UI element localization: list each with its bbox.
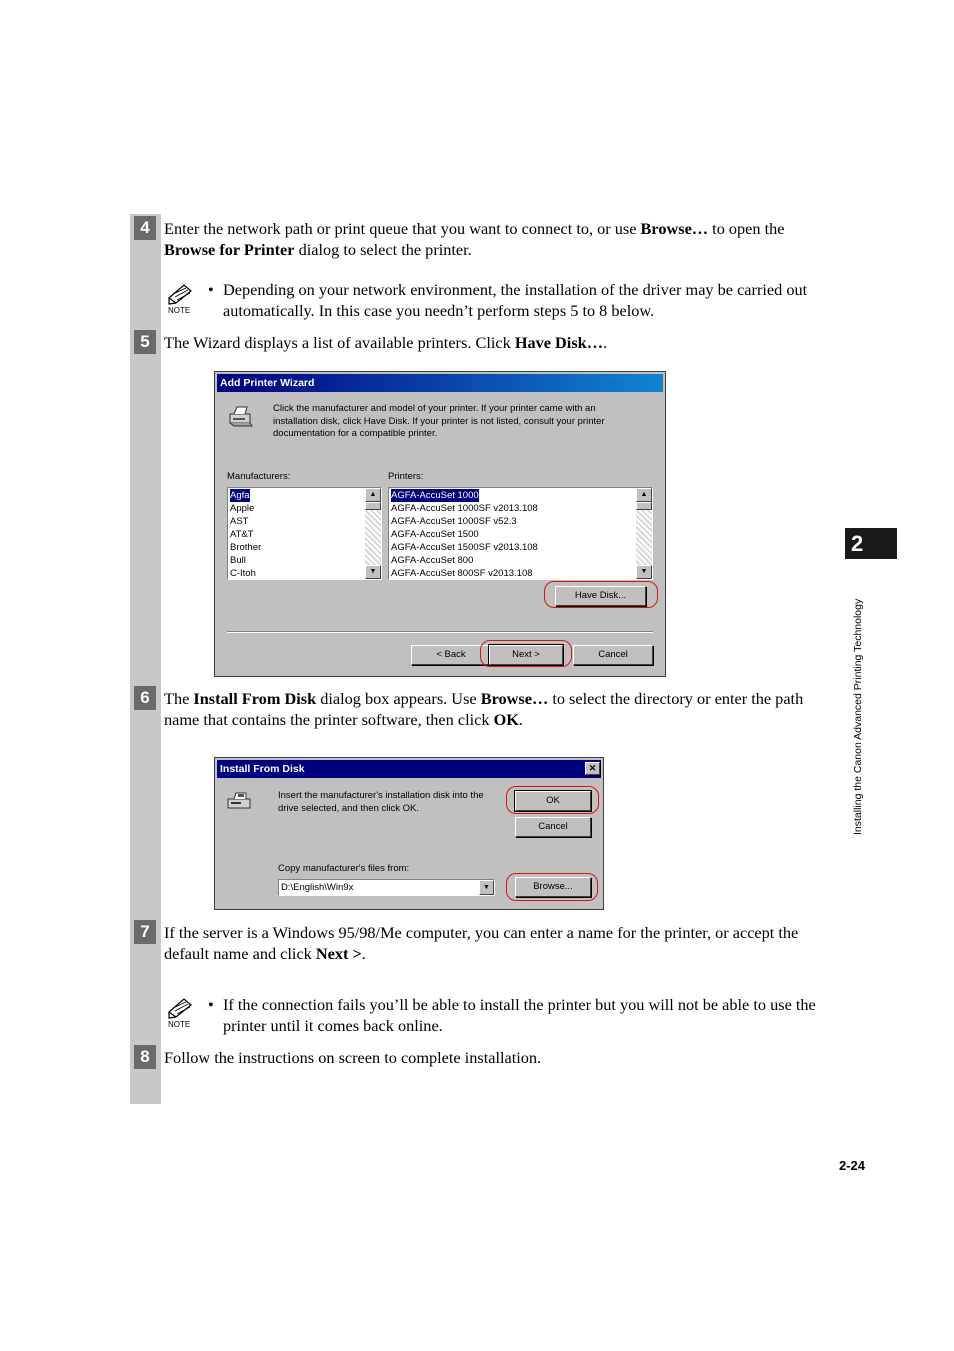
list-item[interactable]: AGFA-AccuSet 800SF v2013.108 bbox=[391, 568, 533, 579]
browse-button[interactable]: Browse... bbox=[515, 877, 591, 897]
step-number: 6 bbox=[134, 686, 156, 710]
note-label: NOTE bbox=[168, 1020, 191, 1029]
dialog-title: Add Printer Wizard bbox=[217, 374, 663, 392]
printers-list[interactable] bbox=[388, 487, 653, 580]
ok-button[interactable]: OK bbox=[515, 791, 591, 811]
list-item[interactable]: Bull bbox=[230, 555, 246, 566]
list-item[interactable]: Agfa bbox=[230, 490, 250, 501]
divider bbox=[227, 631, 653, 633]
step-7-text: If the server is a Windows 95/98/Me computer, you can enter a name for the printer, or accept the default name and click Next >. bbox=[164, 923, 799, 963]
add-printer-wizard-dialog bbox=[214, 371, 666, 677]
insert-disk-message: Insert the manufacturer's installation disk into the drive selected, and then click OK. bbox=[278, 790, 484, 814]
scroll-thumb[interactable] bbox=[365, 502, 381, 510]
cancel-button[interactable]: Cancel bbox=[573, 645, 653, 665]
note-icon bbox=[166, 996, 194, 1030]
scroll-up-icon[interactable]: ▲ bbox=[365, 488, 381, 502]
highlight-ring bbox=[544, 581, 658, 608]
scroll-down-icon[interactable]: ▼ bbox=[365, 565, 381, 579]
list-item[interactable]: Brother bbox=[230, 542, 262, 553]
step-number: 8 bbox=[134, 1045, 156, 1069]
note-label: NOTE bbox=[168, 306, 191, 315]
chevron-down-icon[interactable]: ▼ bbox=[479, 880, 494, 895]
dialog-title: Install From Disk bbox=[217, 760, 601, 778]
path-value: D:\English\Win9x bbox=[281, 882, 354, 893]
back-button[interactable]: < Back bbox=[411, 645, 491, 665]
note-bullet: • bbox=[208, 995, 214, 1014]
list-item[interactable]: AGFA-AccuSet 1500 bbox=[391, 529, 479, 540]
list-item[interactable]: AGFA-AccuSet 1500SF v2013.108 bbox=[391, 542, 538, 553]
path-field[interactable] bbox=[278, 879, 495, 896]
highlight-ring bbox=[506, 786, 599, 814]
scrollbar[interactable] bbox=[365, 488, 381, 579]
scroll-thumb[interactable] bbox=[636, 502, 652, 510]
list-item[interactable]: AGFA-AccuSet 1000 bbox=[391, 490, 479, 501]
disk-drive-icon bbox=[226, 790, 254, 812]
list-item[interactable]: AT&T bbox=[230, 529, 254, 540]
step-number: 4 bbox=[134, 216, 156, 240]
step-4-text: Enter the network path or print queue that you want to connect to, or use Browse… to open the Browse for Printer dialog to select the printer. bbox=[164, 219, 785, 259]
next-button[interactable]: Next > bbox=[489, 645, 563, 665]
printers-label: Printers: bbox=[388, 471, 424, 482]
list-item[interactable]: AGFA-AccuSet 800 bbox=[391, 555, 474, 566]
scroll-down-icon[interactable]: ▼ bbox=[636, 565, 652, 579]
highlight-ring bbox=[506, 873, 598, 901]
cancel-button[interactable]: Cancel bbox=[515, 817, 591, 837]
chapter-tab: 2 bbox=[845, 528, 897, 559]
step-number: 5 bbox=[134, 330, 156, 354]
note-2-text: • If the connection fails you’ll be able to install the printer but you will not be able to use the printer until it comes back online. bbox=[208, 995, 816, 1035]
list-item[interactable]: AGFA-AccuSet 1000SF v2013.108 bbox=[391, 503, 538, 514]
page-number: 2-24 bbox=[839, 1158, 866, 1173]
step-number: 7 bbox=[134, 920, 156, 944]
highlight-ring bbox=[480, 640, 572, 667]
scroll-up-icon[interactable]: ▲ bbox=[636, 488, 652, 502]
list-item[interactable]: AST bbox=[230, 516, 249, 527]
list-item[interactable]: Apple bbox=[230, 503, 255, 514]
note-bullet: • bbox=[208, 280, 214, 299]
note-icon bbox=[166, 282, 194, 316]
step-8-text: Follow the instructions on screen to complete installation. bbox=[164, 1048, 542, 1067]
manufacturers-label: Manufacturers: bbox=[227, 471, 291, 482]
scrollbar[interactable] bbox=[636, 488, 652, 579]
wizard-instructions: Click the manufacturer and model of your printer. If your printer came with an installation disk, click Have Disk. If your printer is not listed, consult your printer documentation for a compatible printer. bbox=[273, 403, 605, 439]
manufacturers-list[interactable] bbox=[227, 487, 382, 580]
printer-icon bbox=[227, 404, 255, 428]
copy-from-label: Copy manufacturer's files from: bbox=[278, 863, 410, 874]
have-disk-button[interactable]: Have Disk... bbox=[555, 586, 646, 606]
install-from-disk-dialog bbox=[214, 757, 604, 910]
list-item[interactable]: AGFA-AccuSet 1000SF v52.3 bbox=[391, 516, 517, 527]
chapter-title: Installing the Canon Advanced Printing Technology bbox=[852, 598, 864, 835]
step-6-text: The Install From Disk dialog box appears. Use Browse… to select the directory or enter the path name that contains the printer software, then click OK. bbox=[164, 689, 804, 729]
close-icon[interactable]: ✕ bbox=[585, 762, 600, 775]
note-1-text: • Depending on your network environment, the installation of the driver may be carried out automatically. In this case you needn’t perform steps 5 to 8 below. bbox=[208, 280, 808, 320]
step-5-text: The Wizard displays a list of available printers. Click Have Disk…. bbox=[164, 333, 608, 352]
list-item[interactable]: C-Itoh bbox=[230, 568, 256, 579]
